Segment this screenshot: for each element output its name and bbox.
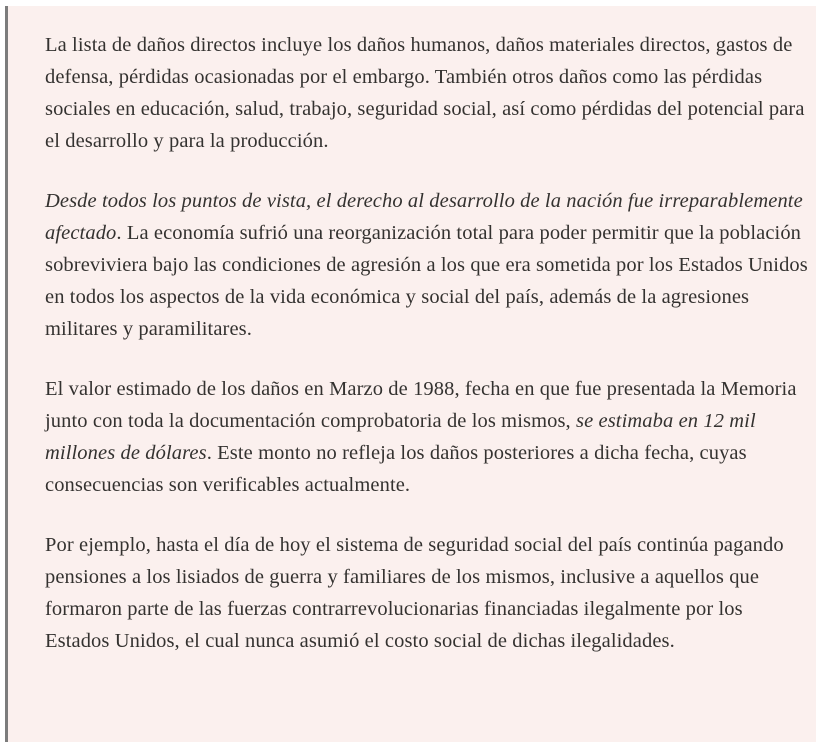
paragraph-segment-italic: Desde todos los puntos de vista, el derecho al desarrollo de la nación fue irreparablemente afectado [45, 190, 803, 244]
paragraph-segment: . La economía sufrió una reorganización total para poder permitir que la población sobreviviera bajo las condiciones de agresión a los que era sometida por los Estados Unidos en todos los aspectos de la vida económica y social del país, además de la agresiones militares y paramilitares. [45, 222, 808, 340]
paragraph [45, 373, 810, 501]
paragraph [45, 185, 810, 345]
paragraph-segment: El valor estimado de los daños en Marzo de 1988, fecha en que fue presentada la Memoria junto con toda la documentación comprobatoria de los mismos, [45, 378, 797, 432]
quote-paragraphs [45, 29, 810, 657]
paragraph-segment-italic: se estimaba en 12 mil millones de dólares [45, 410, 756, 464]
quote-block [5, 6, 816, 742]
paragraph-segment: La lista de daños directos incluye los daños humanos, daños materiales directos, gastos de defensa, pérdidas ocasionadas por el embargo. También otros daños como las pérdidas sociales en educación, salud, trabajo, seguridad social, así como pérdidas del potencial para el desarrollo y para la producción. [45, 34, 805, 152]
paragraph-segment: . Este monto no refleja los daños posteriores a dicha fecha, cuyas consecuencias son verificables actualmente. [45, 442, 747, 496]
paragraph [45, 529, 810, 657]
paragraph [45, 29, 810, 157]
paragraph-segment: Por ejemplo, hasta el día de hoy el sistema de seguridad social del país continúa pagando pensiones a los lisiados de guerra y familiares de los mismos, inclusive a aquellos que formaron parte de las fuerzas contrarrevolucionarias financiadas ilegalmente por los Estados Unidos, el cual nunca asumió el costo social de dichas ilegalidades. [45, 534, 784, 652]
